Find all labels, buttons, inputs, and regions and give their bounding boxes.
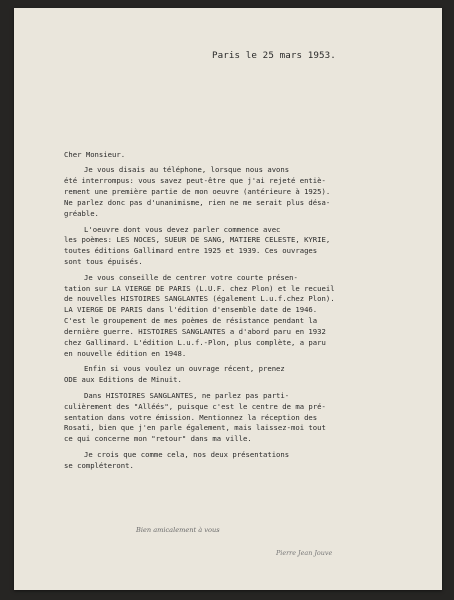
paragraph-6 xyxy=(64,450,410,472)
text-line: Je vous disais au téléphone, lorsque nous avons xyxy=(84,165,290,175)
letter-date: Paris le 25 mars 1953. xyxy=(212,50,336,61)
text-line: toutes éditions Gallimard entre 1925 et 1939. Ces ouvrages xyxy=(64,246,318,256)
letter-body xyxy=(64,150,410,472)
text-line: ce qui concerne mon "retour" dans ma ville. xyxy=(64,434,252,444)
text-line: sentation dans votre émission. Mentionnez la réception des xyxy=(64,412,318,422)
paragraph-3 xyxy=(64,273,410,360)
text-line: gréable. xyxy=(64,209,99,219)
text-line: Je crois que comme cela, nos deux présentations xyxy=(84,449,290,459)
text-line: de nouvelles HISTOIRES SANGLANTES (également L.u.f.chez Plon). xyxy=(64,294,335,304)
text-line: rement une première partie de mon oeuvre (antérieure à 1925). xyxy=(64,187,331,197)
handwritten-signature: Pierre Jean Jouve xyxy=(276,549,333,557)
text-line: Je vous conseille de centrer votre courte présen- xyxy=(84,272,298,282)
paragraph-5 xyxy=(64,391,410,445)
text-line: Enfin si vous voulez un ouvrage récent, prenez xyxy=(84,364,285,374)
text-line: sont tous épuisés. xyxy=(64,257,143,267)
text-line: Rosati, bien que j'en parle également, mais laissez-moi tout xyxy=(64,423,326,433)
text-line: C'est le groupement de mes poèmes de résistance pendant la xyxy=(64,316,318,326)
text-line: les poèmes: LES NOCES, SUEUR DE SANG, MATIERE CELESTE, KYRIE, xyxy=(64,235,331,245)
text-line: en nouvelle édition en 1948. xyxy=(64,348,187,358)
paragraph-2 xyxy=(64,225,410,269)
text-line: Dans HISTOIRES SANGLANTES, ne parlez pas parti- xyxy=(84,390,290,400)
text-line: se compléteront. xyxy=(64,460,134,470)
text-line: LA VIERGE DE PARIS dans l'édition d'ensemble date de 1946. xyxy=(64,305,318,315)
letter-sheet xyxy=(14,8,442,590)
text-line: L'oeuvre dont vous devez parler commence avec xyxy=(84,224,281,234)
paragraph-4 xyxy=(64,364,410,386)
text-line: été interrompus: vous savez peut-être que j'ai rejeté entiè- xyxy=(64,176,326,186)
handwritten-closing: Bien amicalement à vous xyxy=(136,526,220,534)
text-line: culièrement des "Alléés", puisque c'est le centre de ma pré- xyxy=(64,401,326,411)
text-line: tation sur LA VIERGE DE PARIS (L.U.F. chez Plon) et le recueil xyxy=(64,283,335,293)
text-line: dernière guerre. HISTOIRES SANGLANTES a d'abord paru en 1932 xyxy=(64,327,326,337)
salutation: Cher Monsieur. xyxy=(64,150,126,159)
text-line: chez Gallimard. L'édition L.u.f.-Plon, plus complète, a paru xyxy=(64,338,326,348)
paragraph-1 xyxy=(64,165,410,219)
text-line: ODE aux Editions de Minuit. xyxy=(64,375,182,385)
text-line: Ne parlez donc pas d'unanimisme, rien ne me serait plus désa- xyxy=(64,198,331,208)
